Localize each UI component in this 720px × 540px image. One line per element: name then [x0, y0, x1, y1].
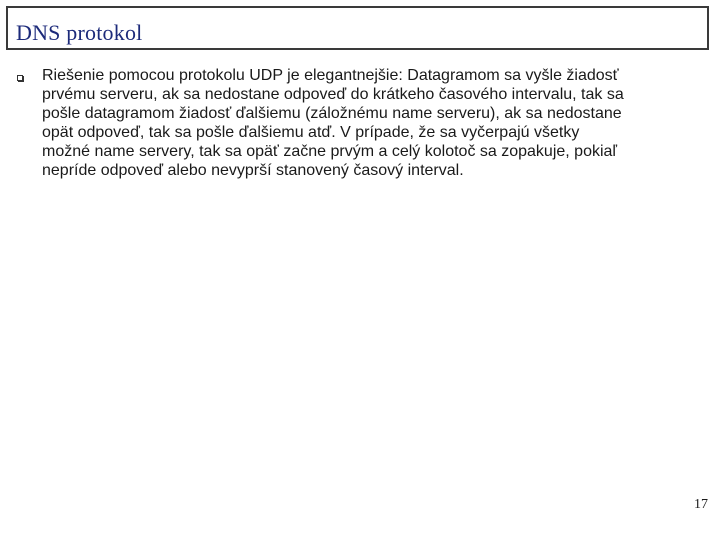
title-box: [6, 6, 709, 50]
page-number: 17: [694, 497, 708, 512]
paragraph-line: prvému serveru, ak sa nedostane odpoveď do krátkeho časového intervalu, tak sa: [42, 86, 624, 103]
square-bullet-icon: [17, 75, 23, 81]
paragraph-line: Riešenie pomocou protokolu UDP je elegantnejšie: Datagramom sa vyšle žiadosť: [42, 67, 619, 84]
paragraph-line: pošle datagramom žiadosť ďalšiemu (záložnému name serveru), ak sa nedostane: [42, 105, 622, 122]
slide-title: DNS protokol: [16, 20, 143, 45]
paragraph-line: nepríde odpoveď alebo nevyprší stanovený časový interval.: [42, 162, 464, 179]
bullet-paragraph: [42, 66, 702, 180]
paragraph-line: možné name servery, tak sa opäť začne prvým a celý kolotoč sa zopakuje, pokiaľ: [42, 143, 618, 160]
paragraph-line: opät odpoveď, tak sa pošle ďalšiemu atď. V prípade, že sa vyčerpajú všetky: [42, 124, 580, 141]
